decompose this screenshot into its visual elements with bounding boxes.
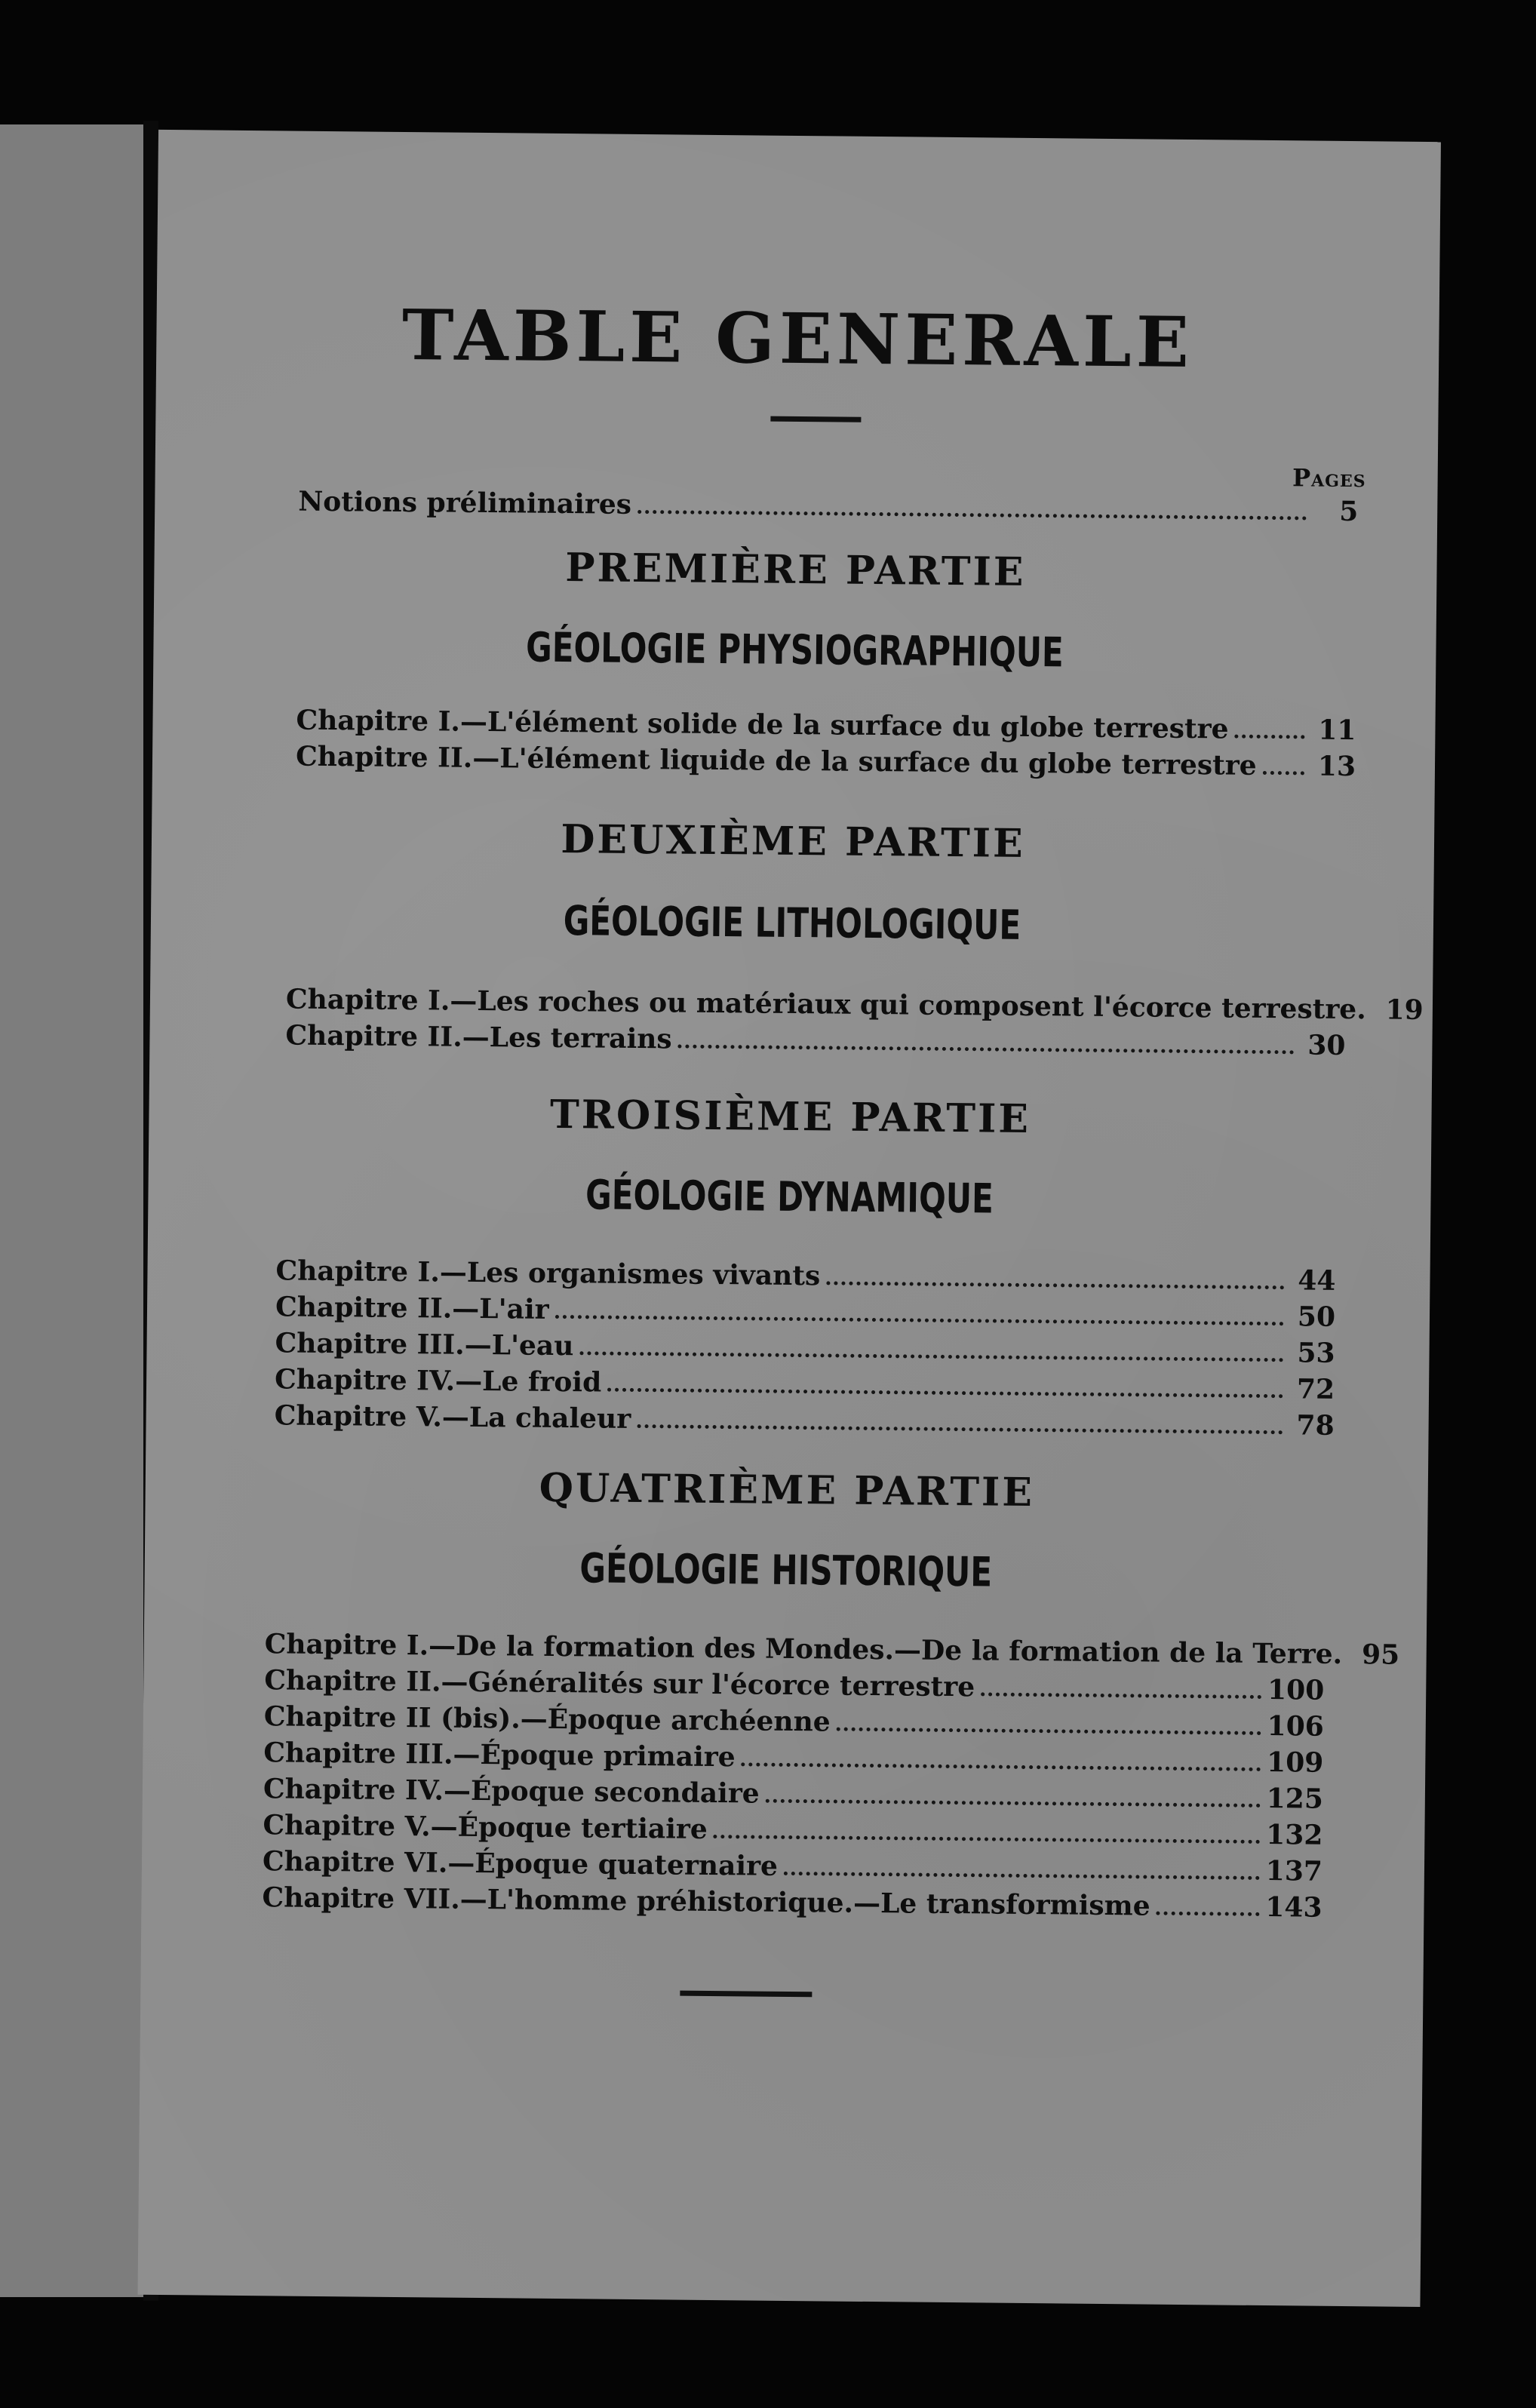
leader-dots [637,1421,1283,1434]
toc-entry[interactable] [263,1737,1323,1780]
leader-dots [678,1041,1295,1054]
leader-dots [637,506,1307,520]
entry-label: Chapitre II.—L'élément liquide de la surface du globe terrestre [295,740,1257,782]
section-title-4: GÉOLOGIE HISTORIQUE [579,1544,993,1596]
toc-entry[interactable] [263,1845,1322,1888]
entry-label: Chapitre I.—Les roches ou matériaux qui composent l'écorce terrestre. [285,983,1366,1026]
entry-label: Chapitre II.—Les terrains [285,1019,672,1055]
leader-dots [742,1759,1261,1771]
leader-dots [826,1278,1284,1289]
page-title: TABLE GENERALE [401,293,1194,384]
entry-page: 100 [1267,1674,1325,1706]
toc-entry[interactable] [296,741,1356,784]
entry-label: Chapitre V.—La chaleur [274,1399,631,1435]
leader-dots [766,1795,1261,1807]
part-title-3: TROISIÈME PARTIE [549,1091,1031,1142]
leader-dots [579,1348,1283,1362]
leader-dots [1234,731,1304,739]
toc-entry[interactable] [264,1700,1324,1743]
entry-label: Chapitre VI.—Époque quaternaire [262,1845,779,1882]
toc-entry[interactable] [262,1881,1322,1924]
entry-page: 13 [1317,750,1356,783]
entry-label: Chapitre III.—Époque primaire [263,1737,736,1774]
entry-page: 132 [1266,1819,1323,1851]
toc-entry[interactable] [285,983,1424,1027]
entry-page: 109 [1266,1746,1324,1779]
entry-label: Chapitre IV.—Époque secondaire [263,1773,760,1810]
leader-dots [981,1689,1261,1699]
facing-page-edge [0,124,143,2297]
leader-dots [714,1832,1261,1844]
entry-page: 95 [1361,1639,1400,1671]
toc-entry[interactable] [264,1628,1400,1671]
entry-page: 11 [1318,714,1356,747]
entry-page: 72 [1296,1373,1335,1405]
toc-entry[interactable] [275,1327,1335,1370]
entry-label: Chapitre I.—Les organismes vivants [275,1255,821,1292]
closing-rule [680,1991,812,1998]
entry-page: 106 [1267,1710,1324,1743]
entry-label: Chapitre III.—L'eau [275,1327,574,1362]
section-title-3: GÉOLOGIE DYNAMIQUE [585,1171,994,1223]
title-rule [770,416,861,422]
entry-label: Chapitre IV.—Le froid [274,1363,602,1399]
toc-entry[interactable] [275,1291,1335,1334]
leader-dots [1157,1908,1260,1915]
toc-entry-preliminary[interactable] [298,486,1358,529]
entry-page: 19 [1385,994,1424,1026]
entry-page: 30 [1307,1029,1346,1061]
toc-entry[interactable] [296,705,1356,748]
toc-entry[interactable] [274,1399,1334,1442]
entry-label: Chapitre I.—L'élément solide de la surface du globe terrestre [296,704,1229,745]
leader-dots [555,1311,1284,1325]
entry-page: 50 [1297,1301,1336,1333]
entry-page: 53 [1297,1337,1335,1369]
toc-entry[interactable] [275,1363,1335,1406]
entry-page: 137 [1265,1855,1323,1887]
leader-dots [784,1868,1260,1879]
entry-page: 5 [1338,495,1359,528]
leader-dots [1262,767,1304,775]
entry-label: Chapitre II (bis).—Époque archéenne [263,1700,831,1738]
toc-entry[interactable] [285,1020,1345,1063]
toc-entry[interactable] [264,1664,1324,1707]
entry-label: Chapitre V.—Époque tertiaire [263,1809,708,1845]
section-title-2: GÉOLOGIE LITHOLOGIQUE [563,897,1021,949]
part-title-1: PREMIÈRE PARTIE [565,545,1026,595]
toc-entry[interactable] [263,1809,1322,1852]
entry-page: 125 [1266,1783,1324,1815]
entry-label: Chapitre II.—Généralités sur l'écorce terrestre [264,1664,975,1703]
document-page [137,130,1440,2307]
toc-entry[interactable] [275,1255,1335,1298]
entry-page: 143 [1265,1891,1322,1924]
pages-column-label: Pages [1292,463,1366,493]
entry-label: Chapitre VII.—L'homme préhistorique.—Le transformisme [262,1881,1150,1922]
leader-dots [837,1724,1261,1734]
toc-entry[interactable] [263,1773,1323,1816]
entry-label: Notions préliminaires [298,485,632,521]
entry-label: Chapitre II.—L'air [275,1291,549,1325]
entry-page: 44 [1298,1264,1336,1297]
entry-label: Chapitre I.—De la formation des Mondes.—De la formation de la Terre. [264,1628,1343,1670]
leader-dots [607,1384,1283,1398]
part-title-2: DEUXIÈME PARTIE [561,816,1025,867]
part-title-4: QUATRIÈME PARTIE [539,1464,1035,1516]
entry-page: 78 [1296,1409,1335,1442]
section-title-1: GÉOLOGIE PHYSIOGRAPHIQUE [525,623,1064,677]
